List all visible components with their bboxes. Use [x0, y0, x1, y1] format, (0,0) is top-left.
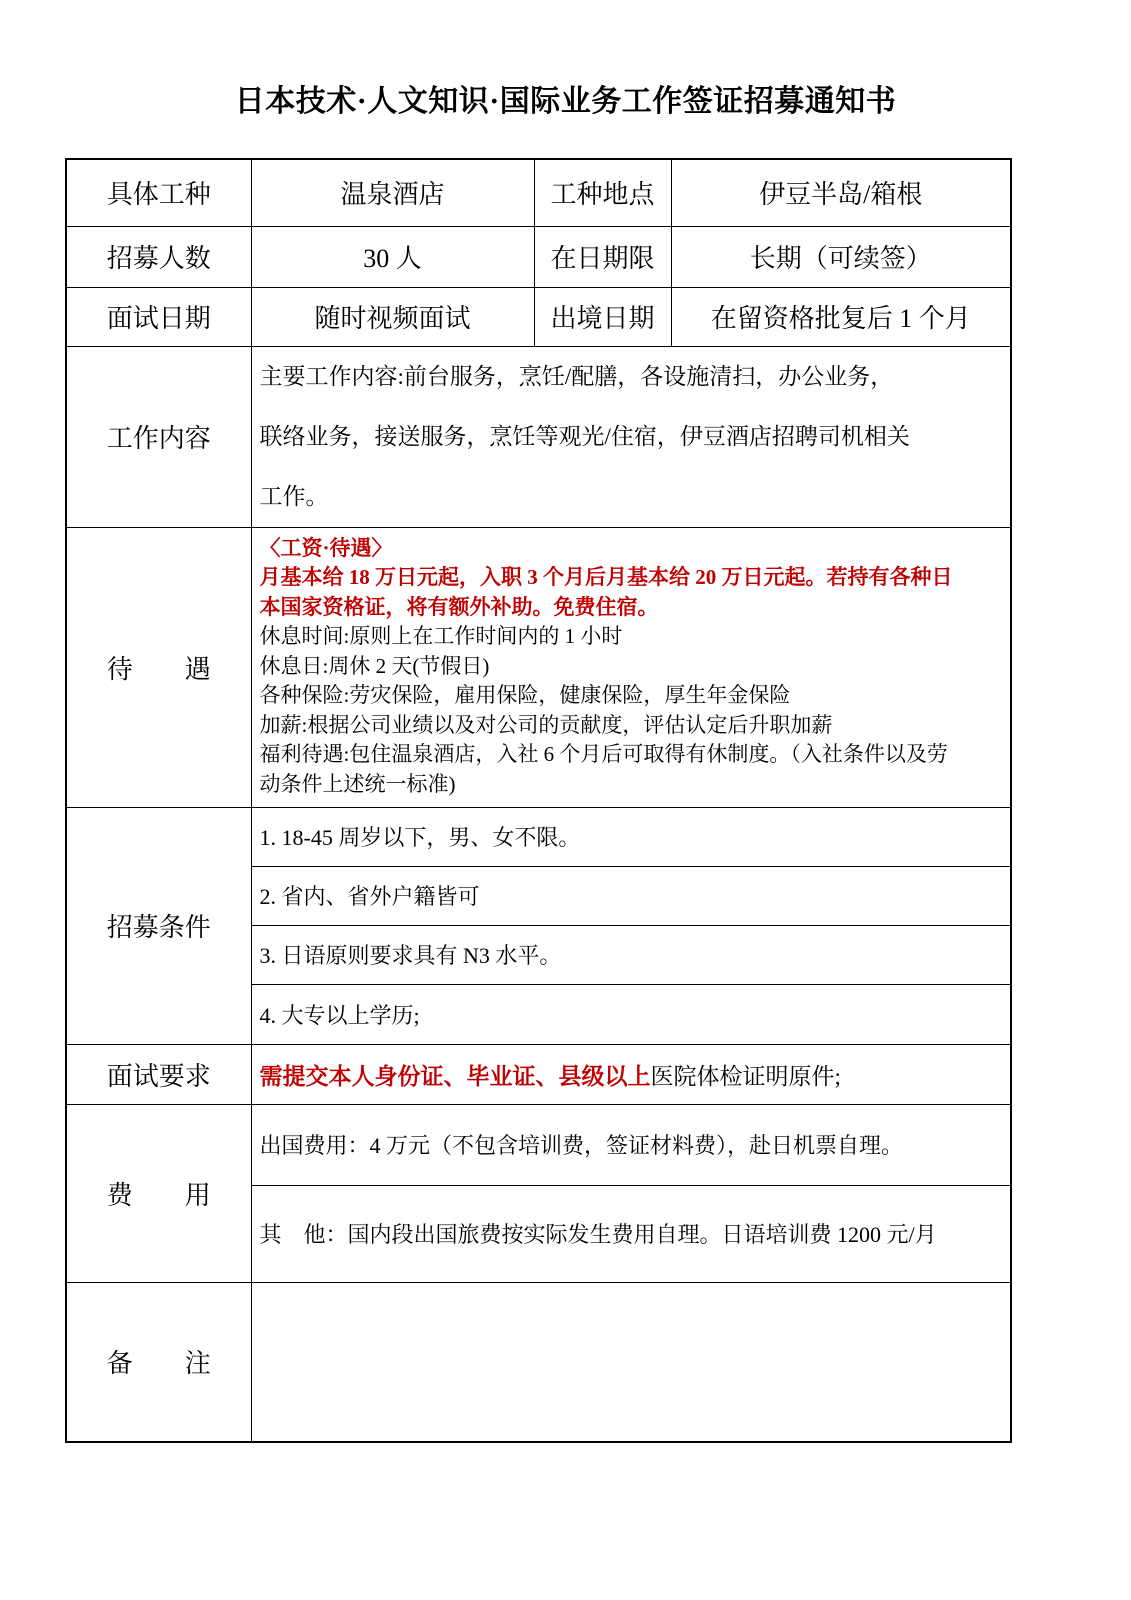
label-job-type: 具体工种: [66, 159, 251, 226]
fee-item: 出国费用：4 万元（不包含培训费，签证材料费），赴日机票自理。: [251, 1104, 1011, 1185]
label-recruit-conditions: 招募条件: [66, 807, 251, 1044]
label-treatment: 待 遇: [66, 527, 251, 807]
value-stay-period: 长期（可续签）: [671, 226, 1011, 287]
value-remarks: [251, 1282, 1011, 1442]
interview-requirements-black-text: 医院体检证明原件;: [650, 1063, 841, 1089]
label-interview-requirements: 面试要求: [66, 1044, 251, 1104]
treatment-line: 月基本给 18 万日元起，入职 3 个月后月基本给 20 万日元起。若持有各种日: [259, 565, 953, 589]
treatment-line: 各种保险:劳灾保险，雇用保险，健康保险，厚生年金保险: [259, 683, 791, 707]
condition-item: 3. 日语原则要求具有 N3 水平。: [251, 925, 1011, 984]
value-location: 伊豆半岛/箱根: [671, 159, 1011, 226]
table-row: [66, 807, 1011, 866]
table-row: [66, 1104, 1011, 1185]
document-title: 日本技术·人文知识·国际业务工作签证招募通知书: [234, 85, 897, 118]
table-row: [66, 287, 1011, 346]
value-departure-date: 在留资格批复后 1 个月: [671, 287, 1011, 346]
label-stay-period: 在日期限: [534, 226, 671, 287]
value-interview-requirements: [251, 1044, 1011, 1104]
table-row: [66, 527, 1011, 807]
recruitment-table: [65, 158, 1012, 1443]
label-departure-date: 出境日期: [534, 287, 671, 346]
value-headcount: 30 人: [251, 226, 534, 287]
work-content-line: 主要工作内容:前台服务，烹饪/配膳，各设施清扫，办公业务，: [259, 363, 894, 389]
table-row: [66, 1282, 1011, 1442]
fee-item: 其 他：国内段出国旅费按实际发生费用自理。日语培训费 1200 元/月: [251, 1185, 1011, 1282]
table-row: [66, 159, 1011, 226]
treatment-line: 动条件上述统一标准): [259, 771, 456, 796]
label-fees: 费 用: [66, 1104, 251, 1282]
condition-item: 1. 18-45 周岁以下，男、女不限。: [251, 807, 1011, 866]
value-interview-date: 随时视频面试: [251, 287, 534, 346]
treatment-line: 加薪:根据公司业绩以及对公司的贡献度，评估认定后升职加薪: [259, 712, 833, 737]
interview-requirements-red-text: 需提交本人身份证、毕业证、县级以上: [259, 1063, 651, 1089]
work-content-line: 联络业务，接送服务，烹饪等观光/住宿，伊豆酒店招聘司机相关: [259, 423, 910, 449]
label-headcount: 招募人数: [66, 226, 251, 287]
label-interview-date: 面试日期: [66, 287, 251, 346]
value-treatment: [251, 527, 1011, 807]
label-work-content: 工作内容: [66, 346, 251, 527]
condition-item: 2. 省内、省外户籍皆可: [251, 866, 1011, 925]
treatment-line: 休息时间:原则上在工作时间内的 1 小时: [259, 624, 623, 648]
value-work-content: [251, 346, 1011, 527]
label-remarks: 备 注: [66, 1282, 251, 1442]
treatment-line: 福利待遇:包住温泉酒店，入社 6 个月后可取得有休制度。（入社条件以及劳: [259, 742, 948, 766]
treatment-line: 休息日:周休 2 天(节假日): [259, 653, 490, 678]
table-row: [66, 226, 1011, 287]
table-row: [66, 346, 1011, 527]
work-content-line: 工作。: [259, 483, 329, 509]
treatment-line: 本国家资格证，将有额外补助。免费住宿。: [259, 594, 659, 619]
value-job-type: 温泉酒店: [251, 159, 534, 226]
label-location: 工种地点: [534, 159, 671, 226]
table-row: [66, 1044, 1011, 1104]
treatment-line: 〈工资·待遇〉: [259, 535, 393, 560]
condition-item: 4. 大专以上学历;: [251, 984, 1011, 1044]
